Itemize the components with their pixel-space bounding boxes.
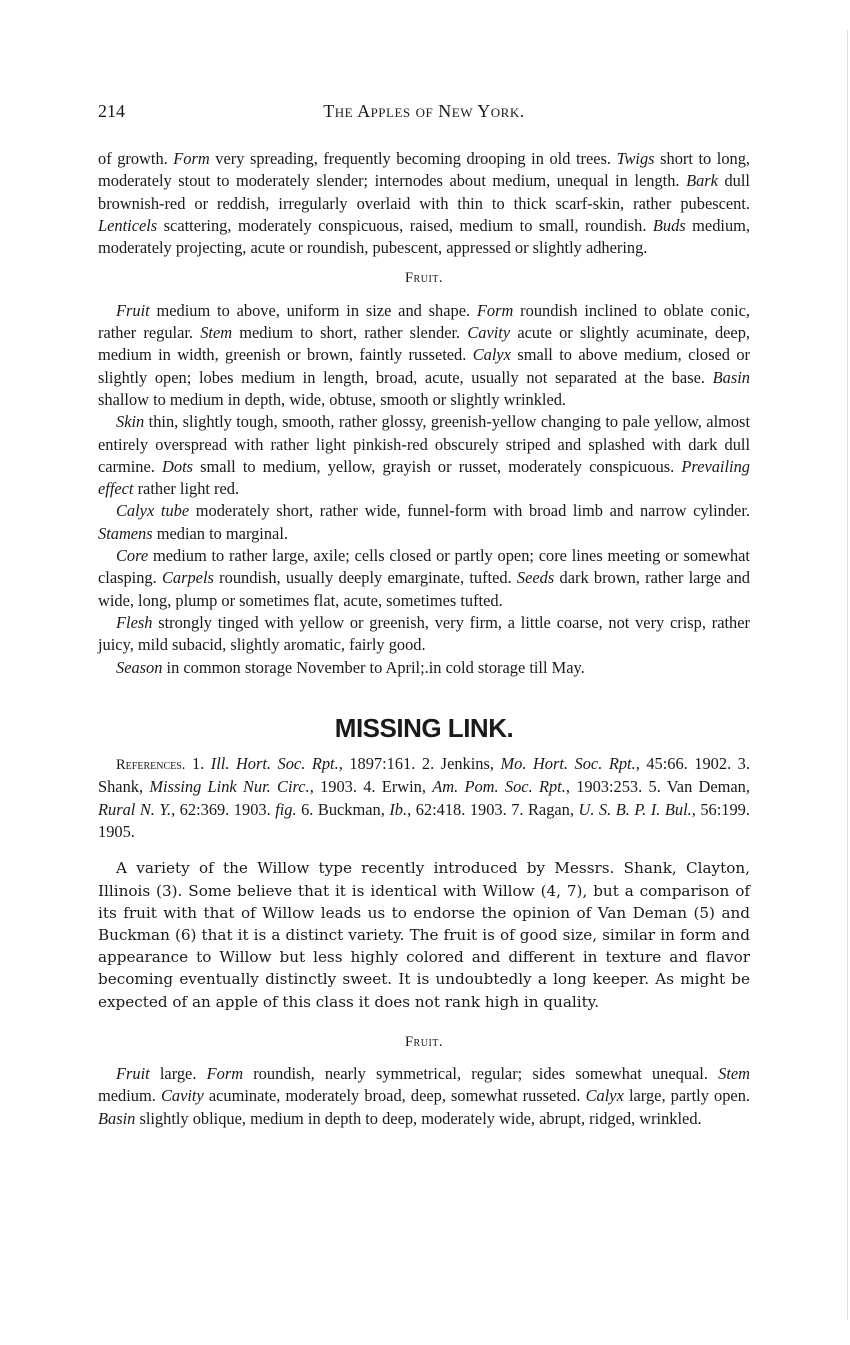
italic-term: Cavity <box>160 1086 204 1106</box>
core-paragraph: Core medium to rather large, axile; cells closed or partly open; core lines meeting or somewhat clasping. Carpels roundish, usually deeply emarginate, tufted. Seeds dark brown, rather large and wide, long, plump or sometimes flat, acute, sometimes tufted. <box>98 546 750 610</box>
scan-edge-line <box>847 30 848 1320</box>
italic-term: Ib. <box>389 799 408 819</box>
entry-introduction: A variety of the Willow type recently introduced by Messrs. Shank, Clayton, Illinois (3). Some believe that it is identical with Willow (4, 7), but a comparison of its fruit with that of Willow leads us to endorse the opinion of Van Deman (5) and Buckman (6) that it is a distinct variety. The fruit is of good size, similar in form and appearance to Willow but less highly colored and different in texture and flavor becoming eventually distinctly sweet. It is undoubtedly a long keeper. As might be expected of an apple of this class it does not rank high in quality. <box>98 859 750 1011</box>
italic-term: Mo. Hort. Soc. Rpt. <box>500 754 636 774</box>
page-number: 214 <box>98 101 125 121</box>
italic-term: Seeds <box>516 568 555 588</box>
references-label: References. <box>116 757 186 774</box>
italic-term: Skin <box>116 412 145 432</box>
italic-term: Carpels <box>161 568 214 588</box>
italic-term: Bark <box>686 171 718 191</box>
italic-term: Core <box>116 546 149 566</box>
italic-term: Rural N. Y. <box>98 799 172 819</box>
italic-term: Form <box>206 1064 244 1084</box>
italic-term: Calyx <box>472 345 511 365</box>
italic-term: Basin <box>712 367 750 387</box>
italic-term: Twigs <box>616 149 655 168</box>
italic-term: Season <box>116 657 163 677</box>
italic-term: Lenticels <box>98 215 158 235</box>
running-title: The Apples of New York. <box>323 101 525 121</box>
italic-term: Fruit <box>116 1064 150 1084</box>
italic-term: Form <box>173 149 210 168</box>
flesh-paragraph: Flesh strongly tinged with yellow or greenish, very firm, a little coarse, not very crisp, rather juicy, mild subacid, slightly aromatic, fairly good. <box>98 612 750 655</box>
calyx-tube-paragraph: Calyx tube moderately short, rather wide, funnel-form with broad limb and narrow cylinder. Stamens median to marginal. <box>98 501 750 543</box>
italic-term: Fruit <box>116 300 150 320</box>
italic-term: Calyx <box>585 1086 624 1106</box>
fruit-description <box>98 300 750 679</box>
entry-fruit-heading: Fruit. <box>404 1033 444 1050</box>
italic-term: Buds <box>652 215 686 235</box>
italic-term: Cavity <box>467 323 511 343</box>
italic-term: fig. <box>275 799 297 819</box>
italic-term: Dots <box>162 456 194 476</box>
entry-title: MISSING LINK. <box>334 712 514 743</box>
italic-term: Flesh <box>116 612 153 632</box>
page-header <box>98 94 750 121</box>
italic-term: Am. Pom. Soc. Rpt. <box>432 777 566 797</box>
italic-term: Stamens <box>98 523 153 543</box>
italic-term: Basin <box>98 1108 136 1128</box>
italic-term: Prevailing effect <box>98 456 750 499</box>
season-paragraph: Season in common storage November to April;.in cold storage till May. <box>116 657 585 677</box>
references <box>98 753 750 843</box>
italic-term: Ill. Hort. Soc. Rpt. <box>210 754 339 774</box>
italic-term: Form <box>476 300 514 320</box>
fruit-heading: Fruit. <box>404 270 444 287</box>
fruit-paragraph: Fruit medium to above, uniform in size and shape. Form roundish inclined to oblate conic, rather regular. Stem medium to short, rather slender. Cavity acute or slightly acuminate, deep, medium in width, greenish or brown, faintly russeted. Calyx small to above medium, closed or slightly open; lobes medium in length, broad, acute, usually not separated at the base. Basin shallow to medium in depth, wide, obtuse, smooth or slightly wrinkled. <box>98 300 751 409</box>
italic-term: U. S. B. P. I. Bul. <box>578 799 692 819</box>
italic-term: Stem <box>718 1064 750 1084</box>
italic-term: Stem <box>200 323 233 343</box>
italic-term: Calyx tube <box>116 501 190 521</box>
book-page <box>98 94 750 1130</box>
tree-description: of growth. Form very spreading, frequently becoming drooping in old trees. Twigs short to long, moderately stout to moderately slender; internodes about medium, unequal in length. Bark dull brownish-red or reddish, irregularly overlaid with thin to thick scarf-skin, rather pubescent. Lenticels scattering, moderately conspicuous, raised, medium to small, roundish. Buds medium, moderately projecting, acute or roundish, pubescent, appressed or slightly adhering. <box>98 149 750 258</box>
references-list: 1. Ill. Hort. Soc. Rpt., 1897:161. 2. Jenkins, Mo. Hort. Soc. Rpt., 45:66. 1902. 3. Shank, Missing Link Nur. Circ., 1903. 4. Erwin, Am. Pom. Soc. Rpt., 1903:253. 5. Van Deman, Rural N. Y., 62:369. 1903. fig. 6. Buckman, Ib., 62:418. 1903. 7. Ragan, U. S. B. P. I. Bul., 56:199. 1905. <box>98 754 750 842</box>
italic-term: Missing Link Nur. Circ. <box>149 777 310 797</box>
entry-fruit-paragraph: Fruit large. Form roundish, nearly symmetrical, regular; sides somewhat unequal. Stem medium. Cavity acuminate, moderately broad, deep, somewhat russeted. Calyx large, partly open. Basin slightly oblique, medium in depth to deep, moderately wide, abrupt, ridged, wrinkled. <box>98 1064 751 1128</box>
skin-paragraph: Skin thin, slightly tough, smooth, rather glossy, greenish-yellow changing to pale yellow, almost entirely overspread with rather light pinkish-red obscurely striped and splashed with dark dull carmine. Dots small to medium, yellow, grayish or russet, moderately conspicuous. Prevailing effect rather light red. <box>98 412 750 499</box>
